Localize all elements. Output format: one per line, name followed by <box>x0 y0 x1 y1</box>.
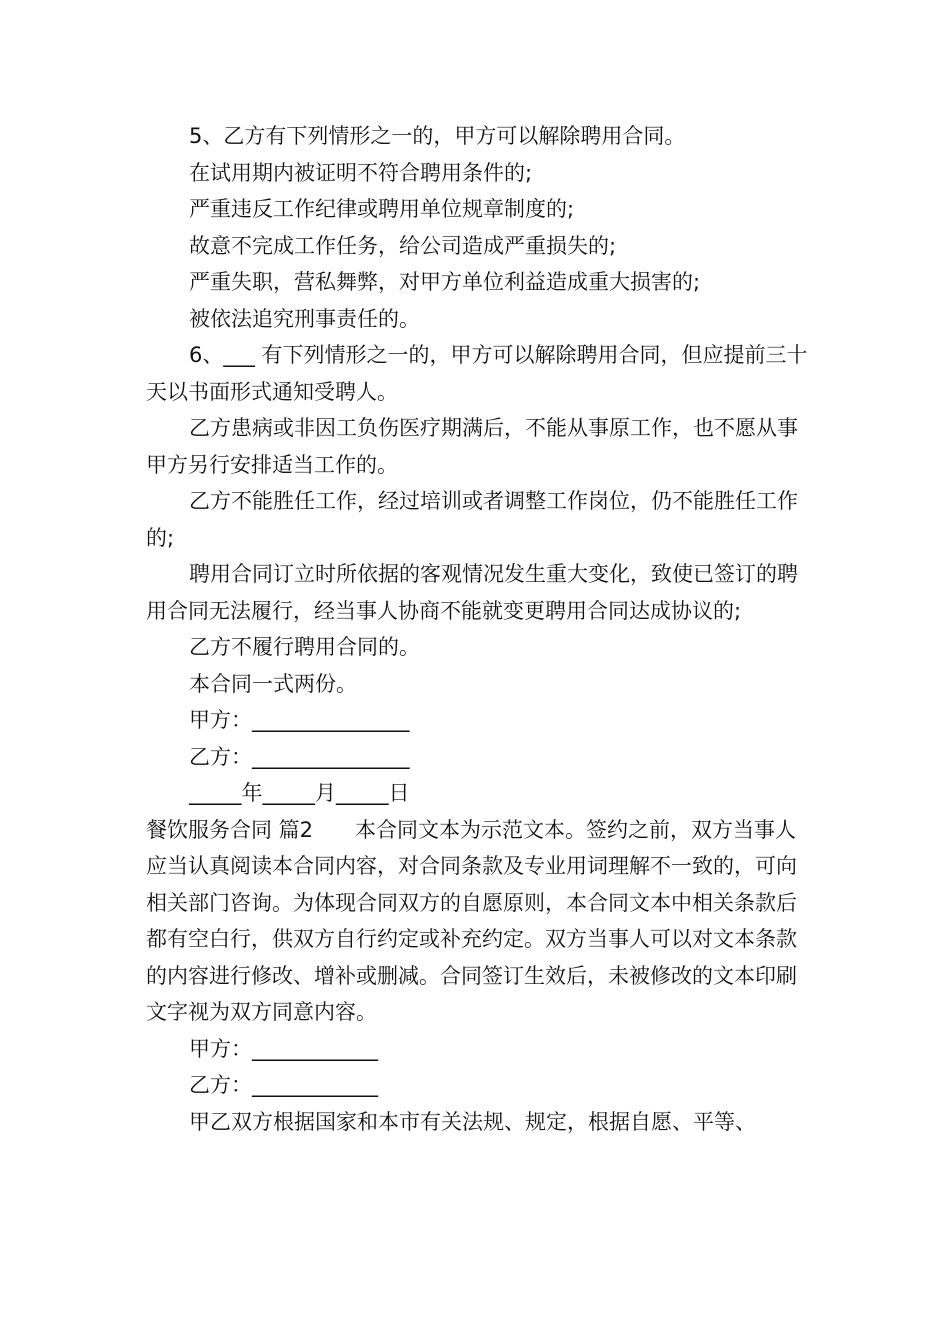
clause-6-item-illness: 乙方患病或非因工负伤医疗期满后，不能从事原工作，也不愿从事甲方另行安排适当工作的。 <box>146 416 798 477</box>
clause-6-heading: 6、___ 有下列情形之一的，甲方可以解除聘用合同，但应提前三十天以书面形式通知受聘人。 <box>146 343 808 404</box>
document-body <box>146 118 808 1140</box>
party-a-signature-line: 甲方：_______________ <box>189 708 410 732</box>
clause-5-item-misconduct: 严重失职，营私舞弊，对甲方单位利益造成重大损害的; <box>189 270 701 294</box>
clause-5-item-probation: 在试用期内被证明不符合聘用条件的; <box>189 160 533 185</box>
clause-5-item-task: 故意不完成工作任务，给公司造成严重损失的; <box>189 233 617 258</box>
party-b-line-2: 乙方：____________ <box>189 1073 378 1097</box>
clause-5-item-discipline: 严重违反工作纪律或聘用单位规章制度的; <box>189 197 575 221</box>
section-2-intro: 餐饮服务合同 篇2 本合同文本为示范文本。签约之前，双方当事人应当认真阅读本合同内容，对合同条款及专业用词理解不一致的，可向相关部门咨询。为体现合同双方的自愿原则，本合同文本中相关条款后都有空白行，供双方自行约定或补充约定。双方当事人可以对文本条款的内容进行修改、增补或删减。合同签订生效后，未被修改的文本印刷文字视为双方同意内容。 <box>146 817 797 1024</box>
clause-5-item-criminal: 被依法追究刑事责任的。 <box>189 306 420 331</box>
clause-6-item-breach: 乙方不履行聘用合同的。 <box>189 635 420 659</box>
party-b-signature-line: 乙方：_______________ <box>189 744 410 769</box>
copies-note: 本合同一式两份。 <box>189 671 357 696</box>
agreement-basis: 甲乙双方根据国家和本市有关法规、规定，根据自愿、平等、 <box>189 1109 756 1134</box>
clause-6-item-circumstances: 聘用合同订立时所依据的客观情况发生重大变化，致使已签订的聘用合同无法履行，经当事人协商不能就变更聘用合同达成协议的; <box>146 562 798 623</box>
clause-5-heading: 5、乙方有下列情形之一的，甲方可以解除聘用合同。 <box>189 124 686 148</box>
date-line: _____年_____月_____日 <box>189 781 410 805</box>
clause-6-item-incompetence: 乙方不能胜任工作，经过培训或者调整工作岗位，仍不能胜任工作的; <box>146 489 798 550</box>
party-a-line-2: 甲方：____________ <box>189 1036 378 1061</box>
